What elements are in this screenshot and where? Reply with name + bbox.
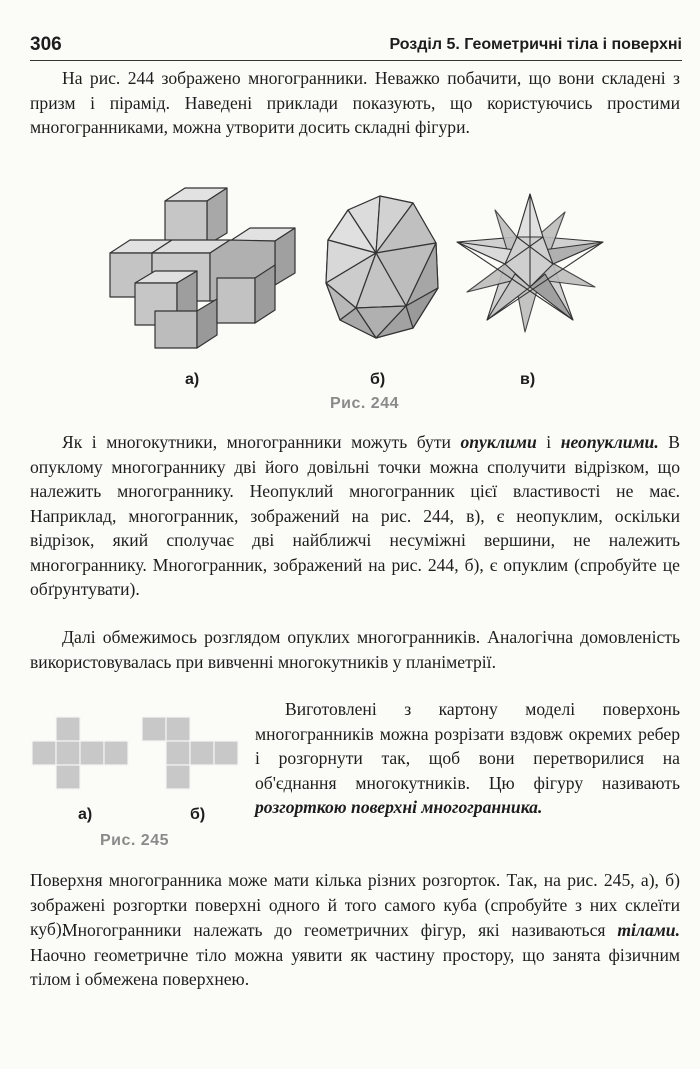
text-span: В опуклому многограннику дві його довільні точки можна сполучити відрізком, що належить многограннику. Неопуклий многогранник цієї властивості не має. Наприклад, многогранник, зображений на рис. 244, в), є неопуклим, оскільки відрізок, який сполучає дві найближчі несуміжні вершини, не належить многограннику. Многогранник, зображений на рис. 244, б), є опуклим (спробуйте це обґрунтувати). xyxy=(30,432,680,599)
text-span: Як і многокутники, многогранники можуть бути xyxy=(62,432,461,452)
figure-245b-cube-net xyxy=(140,715,245,795)
paragraph-intro: На рис. 244 зображено многогранники. Неважко побачити, що вони складені з призм і пірамід. Наведені приклади показують, що користуючись простими многогранниками, можна утворити досить складні фігури. xyxy=(30,68,680,137)
figure-244b-icosahedron xyxy=(318,188,448,348)
term-surface-net: розгорткою поверхні многогранника. xyxy=(255,797,543,817)
chapter-title: Розділ 5. Геометричні тіла і поверхні xyxy=(389,36,682,53)
figure-245-label-b: б) xyxy=(190,806,206,823)
text-span: Многогранники належать до геометричних фігур, які називаються xyxy=(62,920,618,940)
text-span: і xyxy=(536,432,561,452)
paragraph-convexity xyxy=(30,430,680,602)
text-span: Поверхня многогранника може мати кілька різних розгорток. Так, на рис. 245, а), б) зображені розгортки поверхні одного й того самого куба (спробуйте з них склеїти куб). xyxy=(30,870,680,939)
term-nonconvex: неопуклими. xyxy=(560,432,659,452)
figure-244a-cube-cross xyxy=(105,183,305,353)
figure-245a-cube-net xyxy=(30,715,135,795)
figure-244-label-a: а) xyxy=(185,371,200,388)
term-solids: тілами. xyxy=(617,920,680,940)
paragraph-solids xyxy=(30,918,680,992)
figure-244-caption: Рис. 244 xyxy=(330,395,399,412)
paragraph-net-intro xyxy=(255,697,680,820)
figure-245-caption: Рис. 245 xyxy=(100,832,169,849)
term-convex: опуклими xyxy=(460,432,537,452)
figure-244-label-c: в) xyxy=(520,371,536,388)
figure-244-label-b: б) xyxy=(370,371,386,388)
figure-244c-star-polyhedron xyxy=(455,192,605,337)
page-number: 306 xyxy=(30,34,62,55)
paragraph-convex-only: Далі обмежимось розглядом опуклих многогранників. Аналогічна домовленість використовувалась при вивченні многокутників у планіметрії. xyxy=(30,627,680,672)
text-span: Виготовлені з картону моделі поверхонь многогранників можна розрізати вздовж окремих ребер і розгорнути так, щоб вони перетворилися на об'єднання многокутників. Цю фігуру називають xyxy=(255,699,680,793)
figure-245-label-a: а) xyxy=(78,806,93,823)
text-span: Наочно геометричне тіло можна уявити як частину простору, що занята фізичним тілом і обмежена поверхнею. xyxy=(30,944,680,989)
page-header xyxy=(30,34,682,61)
